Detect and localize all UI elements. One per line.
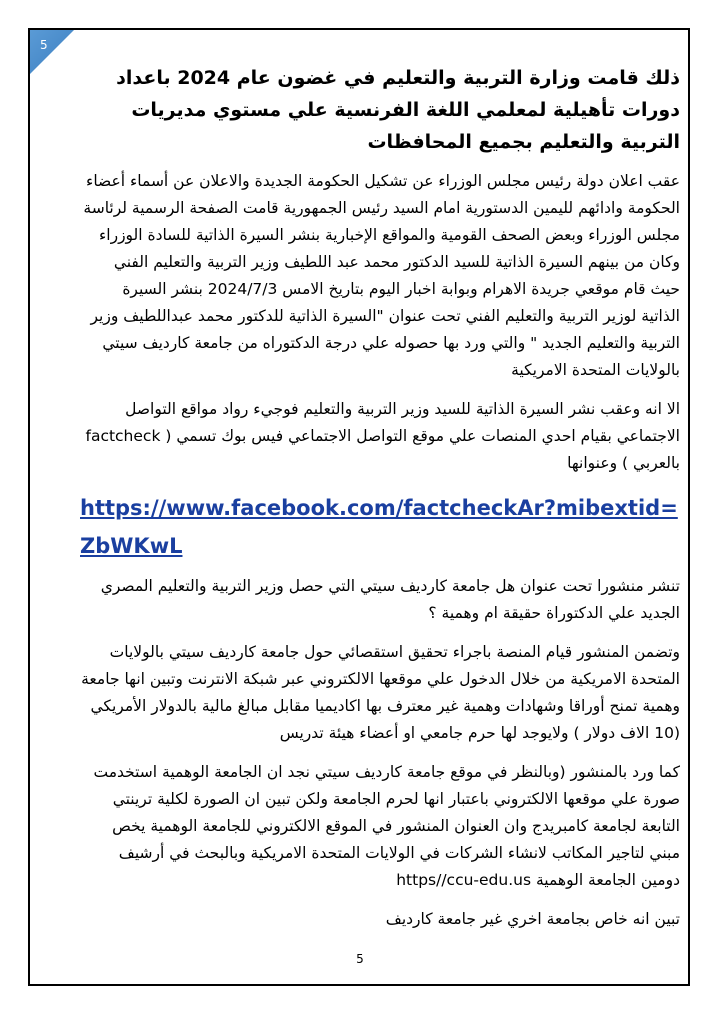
corner-page-number: 5 (40, 38, 48, 52)
footer-page-number: 5 (356, 952, 364, 966)
article-title: ذلك قامت وزارة التربية والتعليم في غضون عام 2024 باعداد دورات تأهيلية لمعلمي اللغة الفرنسية علي مستوي مديريات التربية والتعليم بجميع المحافظات (116, 67, 680, 153)
paragraph-6: تبين انه خاص بجامعة اخري غير جامعة كارديف (385, 910, 680, 928)
facebook-link[interactable]: https://www.facebook.com/factcheckAr?mibextid=ZbWKwL (80, 496, 678, 558)
paragraph-2: الا انه وعقب نشر السيرة الذاتية للسيد وزير التربية والتعليم فوجيء رواد مواقع التواصل الاجتماعي بقيام احدي المنصات علي موقع التواصل الاجتماعي فيس بوك تسمي ( factcheck بالعربي ) وعنوانها (85, 400, 680, 472)
paragraph-4: وتضمن المنشور قيام المنصة باجراء تحقيق استقصائي حول جامعة كارديف سيتي بالولايات المتحدة الامريكية من خلال الدخول علي موقعها الالكتروني عبر شبكة الانترنت وتبين انها جامعة وهمية تمنح أوراقا وشهادات وهمية غير معترف بها اكاديميا مقابل مبالغ مالية بالدولار الأمريكي (10 الاف دولار ) ولايوجد لها حرم جامعي او أعضاء هيئة تدريس (81, 643, 680, 742)
paragraph-3: تنشر منشورا تحت عنوان هل جامعة كارديف سيتي التي حصل وزير التربية والتعليم المصري الجديد علي الدكتوراة حقيقة ام وهمية ؟ (100, 577, 680, 622)
paragraph-5: كما ورد بالمنشور (وبالنظر في موقع جامعة كارديف سيتي نجد ان الجامعة الوهمية استخدمت صورة علي موقعها الالكتروني باعتبار انها لحرم الجامعة ولكن تبين ان الصورة لكلية ترينتي التابعة لجامعة كامبريدج وان العنوان المنشور في الموقع الالكتروني للجامعة الوهمية يخص مبني لتاجير المكاتب لانشاء الشركات في الولايات المتحدة الامريكية وبالبحث في أرشيف دومين الجامعة الوهمية https//ccu-edu.us (93, 763, 680, 889)
article-body (80, 62, 680, 945)
paragraph-1: عقب اعلان دولة رئيس مجلس الوزراء عن تشكيل الحكومة الجديدة والاعلان عن أسماء أعضاء الحكومة وادائهم لليمين الدستورية امام السيد رئيس الجمهورية قامت الصفحة الرسمية لرئاسة مجلس الوزراء وبعض الصحف القومية والمواقع الإخبارية بنشر السيرة الذاتية للسادة الوزراء وكان من بينهم السيرة الذاتية للسيد الدكتور محمد عبد اللطيف وزير التربية والتعليم الفني حيث قام موقعي جريدة الاهرام وبوابة اخبار اليوم بتاريخ الامس 2024/7/3 بنشر السيرة الذاتية لوزير التربية والتعليم الفني تحت عنوان "السيرة الذاتية للدكتور محمد عبداللطيف وزير التربية والتعليم الجديد " والتي ورد بها حصوله علي درجة الدكتوراه من جامعة كارديف سيتي بالولايات المتحدة الامريكية (83, 172, 680, 379)
